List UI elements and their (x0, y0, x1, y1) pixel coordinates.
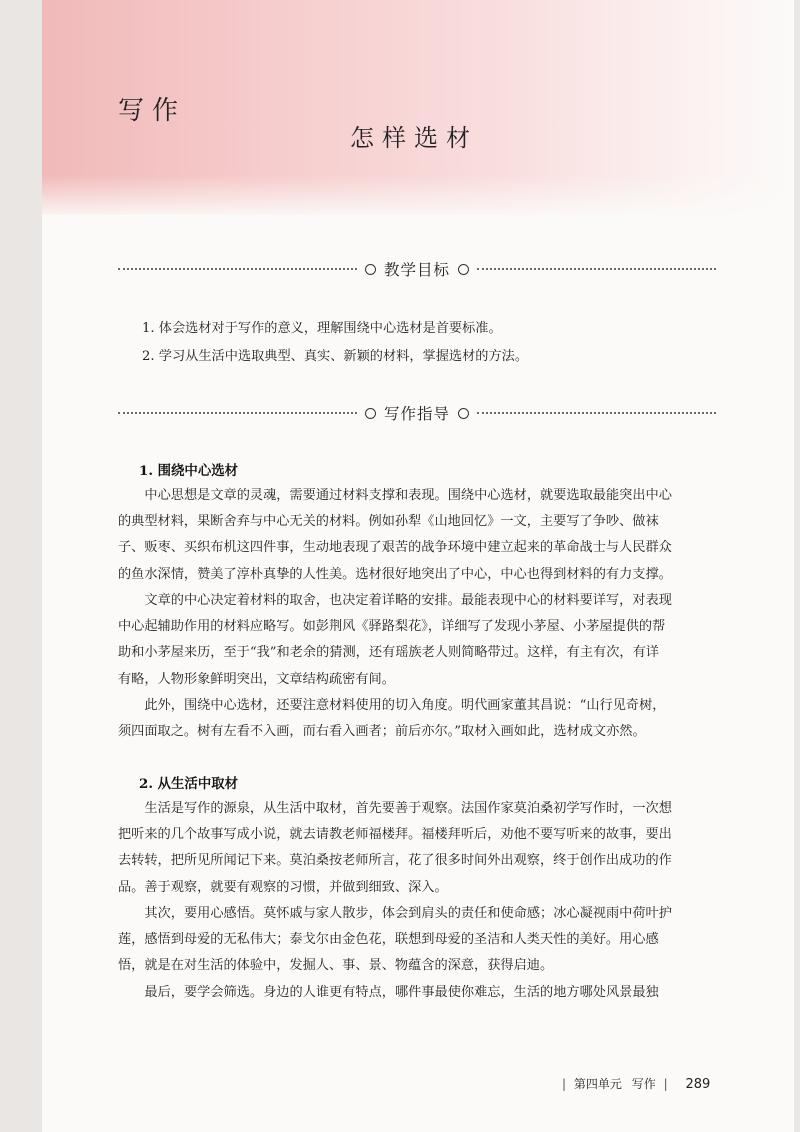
subheading-center-selection: 1. 围绕中心选材 (139, 463, 238, 479)
paragraph (118, 980, 722, 1006)
dotted-rule (118, 268, 357, 270)
paragraph-line: 去转转，把所见所闻记下来。莫泊桑按老师所言，花了很多时间外出观察，终于创作出成功的作 (118, 853, 672, 869)
circle-ornament-icon (365, 408, 376, 419)
paragraph (118, 588, 722, 693)
paragraph-line: 文章的中心决定着材料的取舍，也决定着详略的安排。最能表现中心的材料要详写，对表现 (144, 593, 672, 608)
paragraph (118, 901, 722, 980)
paragraph-line: 中心起辅助作用的材料应略写。如彭荆风《驿路梨花》，详细写了发现小茅屋、小茅屋提供的帮 (118, 619, 666, 635)
paragraph-line: 有略，人物形象鲜明突出，文章结构疏密有间。 (118, 671, 395, 687)
guide-heading: 写作指导 (384, 405, 451, 423)
paragraph-line: 的鱼水深情，赞美了淳朴真挚的人性美。选材很好地突出了中心，中心也得到材料的有力支撑。 (118, 566, 672, 582)
paragraph-line: 的典型材料，果断舍弃与中心无关的材料。例如孙犁《山地回忆》一文，主要写了争吵、做袜 (118, 514, 659, 530)
objective-item: 2. 学习从生活中选取典型、真实、新颖的材料，掌握选材的方法。 (142, 349, 529, 364)
paragraph-line: 最后，要学会筛选。身边的人谁更有特点，哪件事最使你难忘，生活的地方哪处风景最独 (144, 985, 659, 1000)
dotted-rule (477, 268, 716, 270)
paragraph-line: 子、贩枣、买织布机这四件事，生动地表现了艰苦的战争环境中建立起来的革命战士与人民群众 (118, 540, 672, 556)
circle-ornament-icon (458, 264, 469, 275)
paragraph-line: 助和小茅屋来历，至于“我”和老余的猜测，还有瑶族老人则简略带过。这样，有主有次，有详 (118, 645, 659, 661)
guide-divider (118, 402, 716, 424)
footer-separator: | (562, 1077, 567, 1091)
objectives-heading: 教学目标 (384, 261, 451, 279)
paragraph-line: 品。善于观察，就要有观察的习惯，并做到细致、深入。 (118, 879, 448, 895)
page-number: 289 (685, 1077, 711, 1092)
dotted-rule (477, 412, 716, 414)
page-title: 怎样选材 (350, 124, 478, 152)
textbook-page (42, 0, 794, 1132)
paragraph (118, 483, 722, 588)
footer-section: 写作 (631, 1077, 656, 1091)
footer-unit: 第四单元 (573, 1077, 622, 1091)
paragraph-line: 莲，感悟到母爱的无私伟大；泰戈尔由金色花，联想到母爱的圣洁和人类天性的美好。用心感 (118, 932, 659, 948)
paragraph-line: 中心思想是文章的灵魂，需要通过材料支撑和表现。围绕中心选材，就要选取最能突出中心 (144, 488, 672, 503)
dotted-rule (118, 412, 357, 414)
paragraph-line: 把听来的几个故事写成小说，就去请教老师福楼拜。福楼拜听后，劝他不要写听来的故事，要出 (118, 827, 672, 843)
paragraph (118, 796, 722, 901)
section-label: 写作 (118, 96, 187, 126)
page-footer (558, 1075, 710, 1092)
objectives-divider (118, 258, 716, 280)
circle-ornament-icon (365, 264, 376, 275)
paragraph-line: 其次，要用心感悟。莫怀戚与家人散步，体会到肩头的责任和使命感；冰心凝视雨中荷叶护 (144, 906, 672, 921)
circle-ornament-icon (458, 408, 469, 419)
paragraph (118, 693, 722, 745)
footer-separator: | (663, 1077, 668, 1091)
subheading-from-life: 2. 从生活中取材 (139, 776, 238, 792)
paragraph-line: 此外，围绕中心选材，还要注意材料使用的切入角度。明代画家董其昌说：“山行见奇树， (144, 698, 666, 713)
objective-item: 1. 体会选材对于写作的意义，理解围绕中心选材是首要标准。 (142, 321, 502, 336)
paragraph-line: 悟，就是在对生活的体验中，发掘人、事、景、物蕴含的深意，获得启迪。 (118, 958, 554, 974)
paragraph-line: 须四面取之。树有左看不入画，而右看入画者；前后亦尔。”取材入画如此，选材成文亦然。 (118, 724, 646, 740)
paragraph-line: 生活是写作的源泉，从生活中取材，首先要善于观察。法国作家莫泊桑初学写作时，一次想 (144, 801, 672, 816)
